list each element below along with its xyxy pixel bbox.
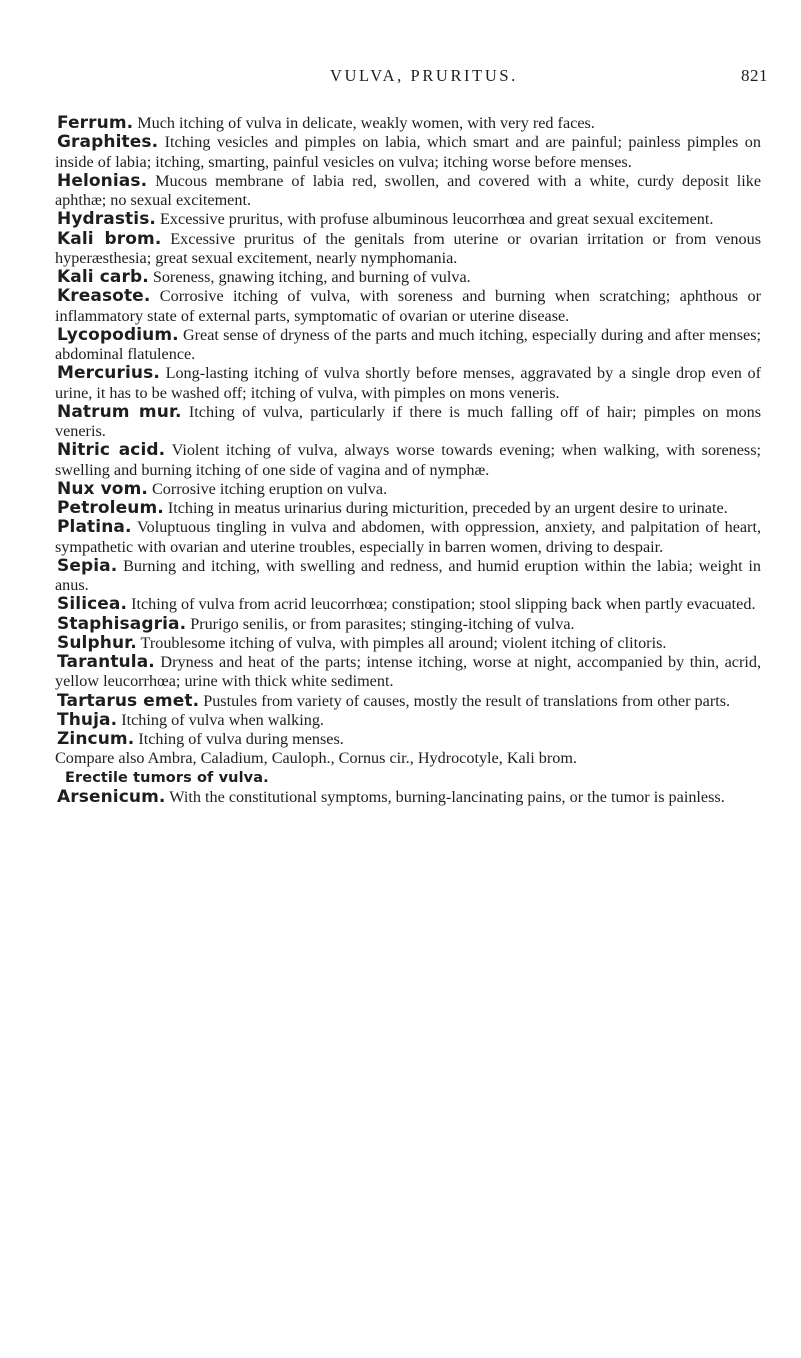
remedy-name: Helonias. (57, 170, 148, 191)
remedy-entry-helonias (55, 172, 761, 211)
remedy-name: Arsenicum. (57, 786, 166, 807)
remedy-name: Tarantula. (57, 652, 155, 672)
remedy-name: Nitric acid. (57, 440, 166, 461)
remedy-entry-silicea (55, 595, 761, 614)
remedy-entry-staphisagria (55, 615, 761, 634)
remedy-name: Staphisagria. (57, 613, 187, 634)
remedy-entry-tartarus-emet (55, 692, 761, 711)
remedy-entry-platina (55, 518, 761, 557)
remedy-name: Nux vom. (57, 478, 148, 499)
remedy-entry-kali-carb (55, 268, 761, 287)
remedy-description: Corrosive itching of vulva, with soreness and burning when scratching; aphthous or inflammatory state of external parts, symptomatic of ovarian or uterine disease. (55, 287, 762, 325)
remedy-description: Excessive pruritus of the genitals from uterine or ovarian irritation or from venous hyperæsthesia; great sexual excitement, nearly nymphomania. (55, 229, 762, 267)
remedy-description: Burning and itching, with swelling and redness, and humid eruption within the labia; weight in anus. (55, 556, 761, 594)
remedy-description: Itching of vulva during menses. (138, 730, 344, 748)
remedy-name: Zincum. (57, 729, 135, 749)
remedy-entry-thuja (55, 711, 761, 730)
body-text (55, 114, 761, 807)
running-title: VULVA, PRURITUS. (330, 66, 518, 85)
remedy-name: Kali carb. (57, 267, 149, 287)
remedy-name: Silicea. (57, 594, 128, 615)
remedy-description: Itching of vulva, particularly if there is much falling off of hair; pimples on mons veneris. (55, 402, 762, 440)
remedy-name: Ferrum. (57, 113, 134, 133)
remedy-name: Sepia. (57, 555, 118, 576)
remedy-entry-kali-brom (55, 230, 761, 269)
remedy-entry-arsenicum (55, 788, 761, 807)
remedy-entry-sulphur (55, 634, 761, 653)
remedy-entry-sepia (55, 557, 761, 596)
remedy-name: Lycopodium. (57, 324, 179, 345)
remedy-description: Itching vesicles and pimples on labia, which smart and are painful; painless pimples on inside of labia; itching, smarting, painful vesicles on vulva; itching worse before menses. (55, 133, 761, 171)
remedy-entry-graphites (55, 133, 761, 172)
remedy-description: Soreness, gnawing itching, and burning of vulva. (152, 268, 471, 286)
remedy-name: Platina. (57, 517, 132, 538)
remedy-description: Violent itching of vulva, always worse towards evening; when walking, with soreness; swelling and burning itching of one side of vagina and of nymphæ. (55, 441, 762, 479)
remedy-description: Troublesome itching of vulva, with pimples all around; violent itching of clitoris. (140, 633, 667, 652)
remedy-name: Thuja. (57, 709, 118, 730)
remedy-name: Kali brom. (57, 228, 162, 249)
remedy-description: Prurigo senilis, or from parasites; stinging-itching of vulva. (190, 614, 575, 633)
remedy-description: Pustules from variety of causes, mostly the result of translations from other parts. (203, 691, 731, 710)
remedy-description: Corrosive itching eruption on vulva. (152, 479, 388, 498)
remedy-name: Tartarus emet. (57, 690, 200, 711)
compare-note: Compare also Ambra, Caladium, Cauloph., Cornus cir., Hydrocotyle, Kali brom. (55, 749, 577, 768)
remedy-description: Long-lasting itching of vulva shortly before menses, aggravated by a single drop even of urine, it has to be washed off; itching of vulva, with pimples on mons veneris. (55, 364, 762, 402)
remedy-entry-tarantula (55, 653, 761, 692)
page-number: 821 (741, 66, 768, 85)
remedy-entry-natrum-mur (55, 403, 761, 442)
remedy-description: Much itching of vulva in delicate, weakly women, with very red faces. (137, 114, 595, 132)
remedy-name: Kreasote. (57, 286, 151, 307)
remedy-name: Hydrastis. (57, 209, 156, 230)
remedy-description: Voluptuous tingling in vulva and abdomen, with oppression, anxiety, and palpitation of heart, sympathetic with ovarian and uterine troubles, especially in barren women, driving to despair. (55, 518, 761, 556)
remedy-entry-ferrum (55, 114, 761, 133)
remedy-description: Great sense of dryness of the parts and much itching, especially during and after menses; abdominal flatulence. (55, 325, 762, 363)
remedy-name: Sulphur. (57, 632, 137, 653)
remedy-entry-zincum (55, 730, 761, 749)
remedy-description: Excessive pruritus, with profuse albuminous leucorrhœa and great sexual excitement. (160, 210, 714, 229)
remedy-name: Mercurius. (57, 363, 160, 384)
remedy-description: With the constitutional symptoms, burning-lancinating pains, or the tumor is painless. (169, 787, 725, 806)
remedy-description: Mucous membrane of labia red, swollen, and covered with a white, curdy deposit like aphthæ; no sexual excitement. (55, 171, 762, 209)
remedy-description: Dryness and heat of the parts; intense itching, worse at night, accompanied by thin, acrid, yellow leucorrhœa; urine with thick white sediment. (55, 653, 761, 691)
remedy-name: Petroleum. (57, 498, 164, 518)
remedy-description: Itching in meatus urinarius during micturition, preceded by an urgent desire to urinate. (167, 499, 728, 517)
remedy-entry-kreasote (55, 287, 761, 326)
remedy-description: Itching of vulva from acrid leucorrhœa; constipation; stool slipping back when partly evacuated. (131, 595, 756, 614)
remedy-name: Graphites. (57, 132, 159, 153)
remedy-entry-hydrastis (55, 210, 761, 229)
remedy-entry-mercurius (55, 364, 761, 403)
remedy-name: Natrum mur. (57, 401, 182, 422)
section-heading: Erectile tumors of vulva. (65, 769, 269, 786)
remedy-entry-lycopodium (55, 326, 761, 365)
running-head (0, 66, 801, 88)
remedy-entry-nitric-acid (55, 441, 761, 480)
remedy-entry-nux-vom (55, 480, 761, 499)
remedy-entry-petroleum (55, 499, 761, 518)
remedy-description: Itching of vulva when walking. (121, 710, 324, 729)
